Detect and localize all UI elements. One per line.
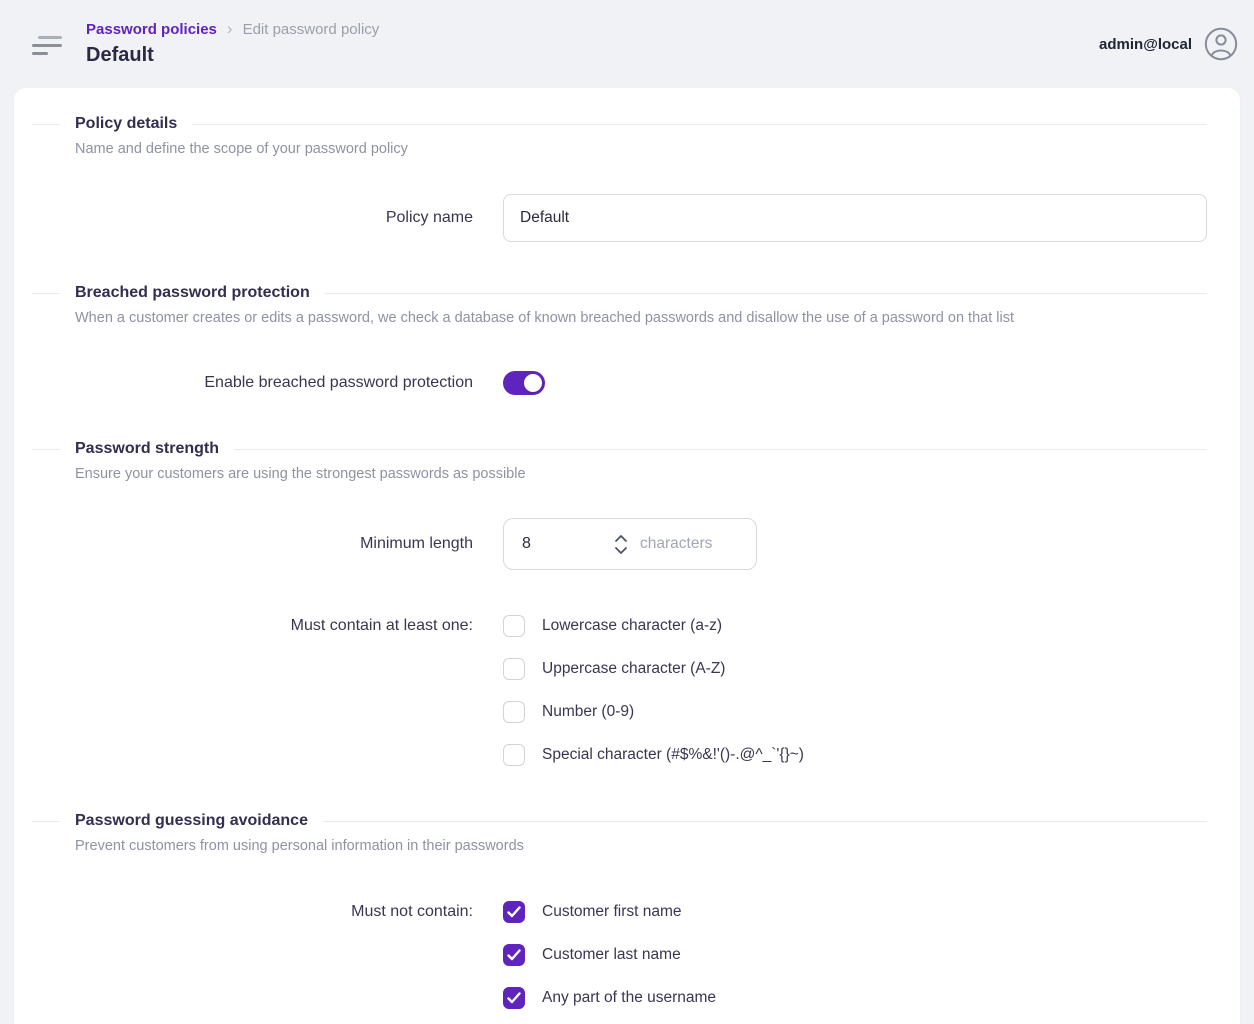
section-title-strength: Password strength [75,440,220,457]
min-length-decrement-button[interactable] [614,546,628,555]
section-title-guessing: Password guessing avoidance [75,812,308,829]
menu-icon[interactable] [32,36,62,55]
lowercase-checkbox[interactable] [503,615,525,637]
min-length-label: Minimum length [360,535,473,552]
section-breached [32,284,1207,302]
section-rule [234,449,1207,450]
min-length-field [503,518,757,570]
min-length-suffix: characters [640,535,713,552]
special-character-label: Special character (#$%&!'()-.@^_`'{}~) [542,746,804,763]
must-not-contain-label: Must not contain: [351,903,473,920]
must-contain-label: Must contain at least one: [290,617,473,634]
section-strength [32,440,1207,458]
option-special-character [503,744,804,766]
section-policy-details [32,115,1207,133]
option-username [503,987,716,1009]
option-lowercase [503,615,804,637]
number-label: Number (0-9) [542,703,635,720]
section-rule [323,821,1207,822]
uppercase-label: Uppercase character (A-Z) [542,660,726,677]
section-subtitle-policy-details: Name and define the scope of your password policy [75,141,408,157]
policy-name-label: Policy name [385,209,473,226]
breadcrumb-current: Edit password policy [242,21,380,38]
min-length-input[interactable] [506,535,614,553]
section-rule [192,124,1207,125]
page-title: Default [86,44,154,66]
user-email: admin@local [1099,35,1192,53]
uppercase-checkbox[interactable] [503,658,525,680]
min-length-increment-button[interactable] [614,534,628,543]
toggle-knob [524,374,542,392]
breadcrumb-password-policies[interactable]: Password policies [86,21,217,38]
breadcrumb-separator-icon: › [226,19,233,38]
username-label: Any part of the username [542,989,717,1006]
number-checkbox[interactable] [503,701,525,723]
first-name-label: Customer first name [542,903,682,920]
section-subtitle-strength: Ensure your customers are using the strongest passwords as possible [75,466,526,482]
section-dash [32,293,60,294]
lowercase-label: Lowercase character (a-z) [542,617,723,634]
breached-toggle-label: Enable breached password protection [204,374,473,391]
section-subtitle-guessing: Prevent customers from using personal information in their passwords [75,838,524,854]
section-guessing [32,812,1207,830]
last-name-label: Customer last name [542,946,681,963]
section-dash [32,449,60,450]
option-last-name [503,944,716,966]
section-dash [32,821,60,822]
first-name-checkbox[interactable] [503,901,525,923]
section-title-policy-details: Policy details [75,115,178,132]
option-number [503,701,804,723]
section-subtitle-breached: When a customer creates or edits a password, we check a database of known breached passwords and disallow the use of a password on that list [75,310,1014,326]
section-rule [325,293,1207,294]
special-character-checkbox[interactable] [503,744,525,766]
user-avatar-icon[interactable] [1204,27,1238,61]
option-first-name [503,901,716,923]
breadcrumb [86,21,379,38]
section-title-breached: Breached password protection [75,284,310,301]
breached-protection-toggle[interactable] [503,371,545,395]
top-bar [0,0,1254,88]
policy-name-input[interactable] [503,194,1207,242]
last-name-checkbox[interactable] [503,944,525,966]
section-dash [32,124,60,125]
username-checkbox[interactable] [503,987,525,1009]
option-uppercase [503,658,804,680]
policy-form-card [14,88,1240,1024]
